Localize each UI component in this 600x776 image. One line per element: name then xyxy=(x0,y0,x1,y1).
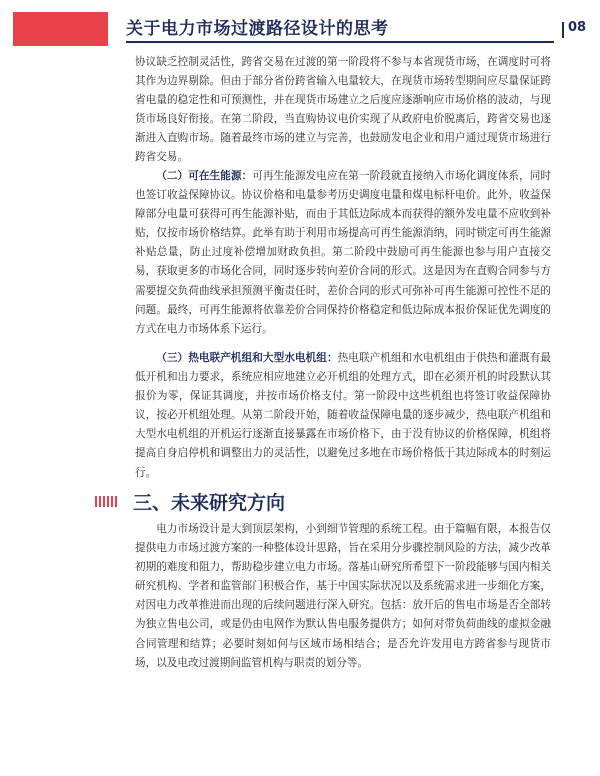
page-number-divider xyxy=(562,22,564,38)
paragraph-chp-hydro xyxy=(135,349,551,483)
paragraph-renewable-energy xyxy=(135,167,551,339)
section-marker-bars xyxy=(95,496,119,507)
section-title: 三、未来研究方向 xyxy=(133,492,286,514)
paragraph-heading-renewable: （二）可在生能源： xyxy=(156,170,253,182)
page-number: 08 xyxy=(568,20,587,35)
paragraph-body-chp: 热电联产机组和水电机组由于供热和灌溉有最低开机和出力要求，系统应相应地建立必开机组的处理方式，即在必须开机的时段默认其报价为零，保证其调度，并按市场价格支付。第一阶段中这些机组也将签订收益保障协议，按必开机组处理。从第二阶段开始，随着收益保障电量的逐步减少，热电联产机组和大型水电机组的开机运行逐渐直接暴露在市场价格下，由于没有协议的价格保障，机组将提高自身启停机和调整出力的灵活性，以避免过多地在市场价格低于其边际成本的时刻运行。 xyxy=(135,352,551,479)
paragraph-body-renewable: 可再生能源发电应在第一阶段就直接纳入市场化调度体系，同时也签订收益保障协议。协议价格和电量参考历史调度电量和煤电标杆电价。此外，收益保障部分电量可获得可再生能源补贴，而由于其低边际成本而获得的额外发电量不应收到补贴，仅按市场价格结算。此举有助于利用市场提高可再生能源消纳，同时锁定可再生能源补贴总量，防止过度补偿增加财政负担。第二阶段中鼓励可再生能源也参与用户直接交易，获取更多的市场化合同，同时逐步转向差价合同的形式。这是因为在直购合同参与方需要提交负荷曲线承担预测平衡责任时，差价合同的形式可弥补可再生能源可控性不足的问题。最终，可再生能源将依靠差价合同保持价格稳定和低边际成本报价保证优先调度的方式在电力市场体系下运行。 xyxy=(135,170,552,335)
paragraph-future-research: 电力市场设计是大到顶层架构，小到细节管理的系统工程。由于篇幅有限，本报告仅提供电力市场过渡方案的一种整体设计思路，旨在采用分步骤控制风险的方法，减少改革初期的难度和阻力，帮助稳步建立电力市场。落基山研究所希望下一阶段能够与国内相关研究机构、学者和监管部门积极合作，基于中国实际状况以及系统需求进一步细化方案，对因电力改革推进而出现的后续问题进行深入研究。包括：放开后的售电市场是否全部转为独立售电公司，或是仍由电网作为默认售电服务提供方；如何对带负荷曲线的虚拟金融合同管理和结算；必要时刻如何与区域市场相结合；是否允许发用电方跨省参与现货市场，以及电改过渡期间监管机构与职责的划分等。 xyxy=(135,523,551,669)
paragraph-heading-chp: （三）热电联产机组和大型水电机组： xyxy=(156,352,338,364)
header-rule xyxy=(126,41,554,43)
header-accent-block xyxy=(13,12,108,46)
paragraph-cross-province: 协议缺乏控制灵活性，跨省交易在过渡的第一阶段将不参与本省现货市场，在调度时可将其作为边界剔除。但由于部分省份跨省输入电量较大，在现货市场转型期间应尽量保证跨省电量的稳定性和可预测性，并在现货市场建立之后度应逐渐响应市场价格的波动，与现货市场良好衔接。在第二阶段，当直购协议电价实现了从政府电价脱离后，跨省交易也逐渐进入直购市场。随着最终市场的建立与完善，也鼓励发电企业和用户通过现货市场进行跨省交易。 xyxy=(135,56,551,164)
page-title: 关于电力市场过渡路径设计的思考 xyxy=(126,19,389,39)
